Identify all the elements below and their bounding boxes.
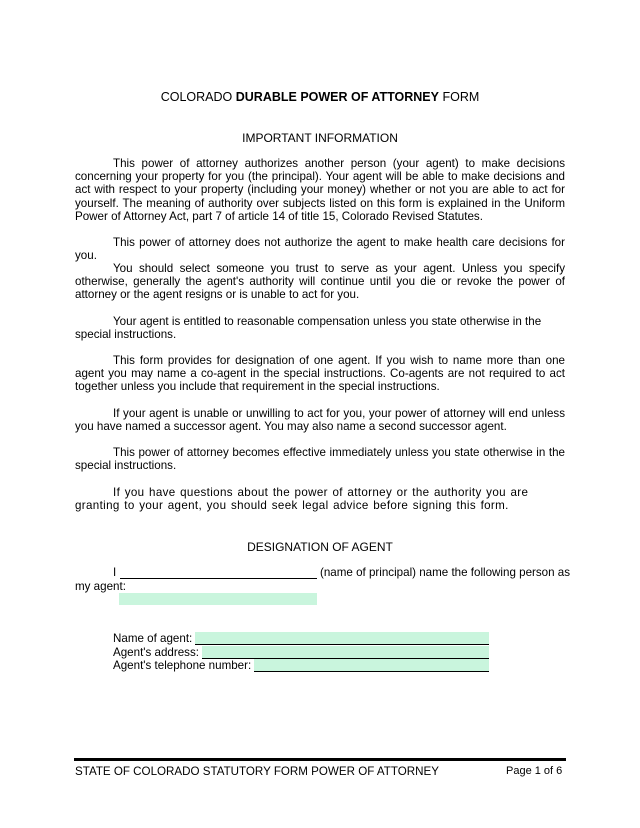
paragraph-legal-advice: If you have questions about the power of attorney or the authority you are granting to your agent, you should seek legal advice before signing this form. [75, 486, 529, 513]
principal-i-label: I [113, 566, 117, 579]
paragraph-authorization: This power of attorney authorizes another person (your agent) to make decisions concerning your property for you (the principal). Your agent will be able to make decisions and act with respect to your property (including your money) whether or not you are able to act for yourself. The meaning of authority over subjects listed on this form is explained in the Uniform Power of Attorney Act, part 7 of article 14 of title 15, Colorado Revised Statutes. [75, 157, 565, 223]
footer-rule [74, 758, 566, 761]
agent-name-input[interactable] [195, 632, 489, 644]
agent-name-underline [195, 644, 489, 645]
agent-name-field-highlight[interactable] [119, 593, 317, 605]
footer-page-number: Page 1 of 6 [506, 765, 563, 777]
paragraph-compensation: Your agent is entitled to reasonable compensation unless you state otherwise in the special instructions. [75, 315, 542, 342]
agent-phone-label: Agent's telephone number: [113, 659, 252, 672]
principal-name-line[interactable] [120, 578, 317, 579]
agent-phone-underline [254, 671, 489, 672]
footer-form-name: STATE OF COLORADO STATUTORY FORM POWER OF ATTORNEY [75, 765, 439, 778]
agent-address-input[interactable] [202, 646, 489, 658]
title-suffix: FORM [438, 90, 480, 104]
title-bold: DURABLE POWER OF ATTORNEY [235, 90, 439, 104]
my-agent-label: my agent: [75, 580, 126, 593]
principal-name-caption: (name of principal) name the following person as [320, 566, 571, 579]
designation-heading: DESIGNATION OF AGENT [247, 540, 393, 554]
agent-phone-input[interactable] [254, 659, 489, 671]
paragraph-co-agent: This form provides for designation of one agent. If you wish to name more than one agent you may name a co-agent in the special instructions. Co-agents are not required to act together unless you include that requirement in the special instructions. [75, 354, 565, 394]
agent-address-label: Agent's address: [113, 646, 199, 659]
paragraph-effective: This power of attorney becomes effective immediately unless you state otherwise in the special instructions. [75, 446, 565, 473]
paragraph-select-agent: You should select someone you trust to serve as your agent. Unless you specify otherwise, generally the agent's authority will continue until you die or revoke the power of attorney or the agent resigns or is unable to act for you. [75, 262, 565, 302]
agent-name-label: Name of agent: [113, 632, 193, 645]
paragraph-health-care: This power of attorney does not authorize the agent to make health care decisions for you. [75, 236, 565, 263]
paragraph-successor: If your agent is unable or unwilling to act for you, your power of attorney will end unless you have named a successor agent. You may also name a second successor agent. [75, 407, 565, 434]
title-prefix: COLORADO [160, 90, 236, 104]
important-heading: IMPORTANT INFORMATION [242, 131, 398, 145]
form-title [0, 90, 640, 104]
